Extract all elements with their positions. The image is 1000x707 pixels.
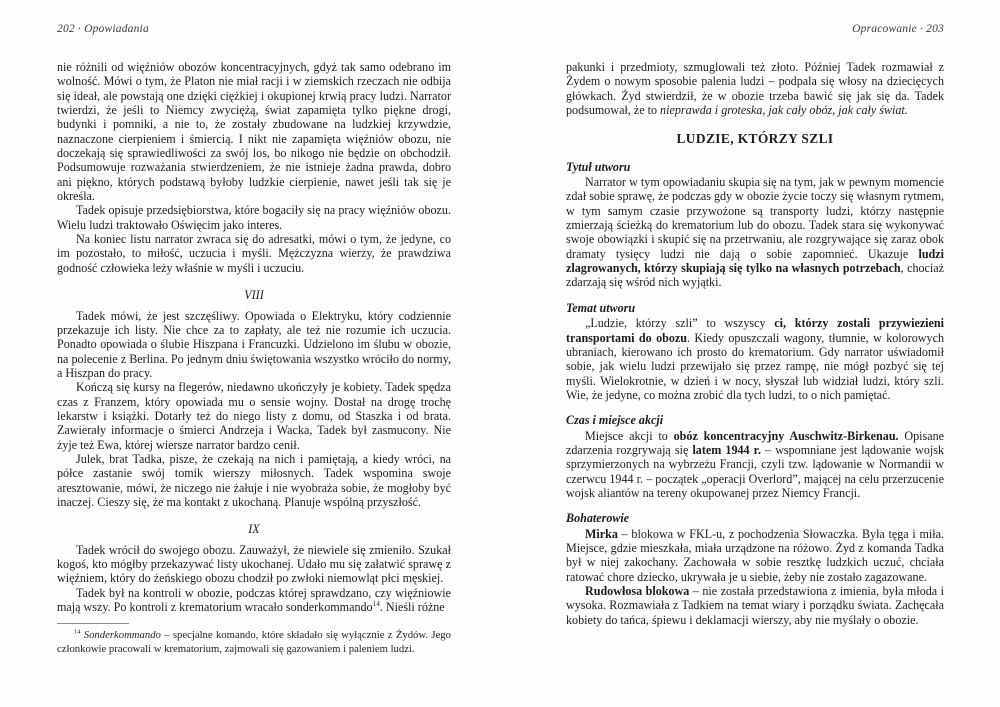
text-run: 14 [74,628,81,636]
chapter-number-heading [57,522,451,536]
paragraph [57,309,451,381]
text-run: Tadek opisuje przedsiębiorstwa, które bogaciły się na pracy więźniów obozu. Wielu ludzi traktowało Oświęcim jako interes. [57,203,451,232]
story-title-heading [566,132,944,146]
text-run: Czas i miejsce akcji [566,413,664,428]
paragraph [566,584,944,627]
text-run: Kończą się kursy na flegerów, niedawno ukończyły je kobiety. Tadek spędza czas z Franzem, który opowiada mu o sensie wojny. Dostał na drogę trochę lekarstw i książki. Dotarły też do niego listy z domu, od Staszka i od brata. Zawierały informacje o śmierci Andrzeja i Wacka, Tadek był zasmucony. Nie żyje też Ewa, której wiersze narrator bardzo cenił. [57,380,451,452]
text-run: Bohaterowie [566,511,630,526]
text-run: IX [248,522,260,537]
running-head-right: Opracowanie · 203 [852,23,944,35]
footnote-text [57,629,451,656]
text-run: . Nieśli różne [379,600,445,615]
right-page [566,0,944,627]
text-run: – blokowa w FKL-u, z pochodzenia Słowaczka. Była tęga i miła. Miejsce, gdzie mieszkała, miała urządzone na różowo. Żyd z komanda Tadka był w niej zakochany. Zachowała w sobie resztkę ludzkich uczuć, chciała ratować chore dziecko, ukrywała je u siebie, żeby nie zostało zagazowane. [566,526,944,584]
paragraph [566,429,944,501]
chapter-number-heading [57,288,451,302]
text-run: – specjalne komando, które składało się wyłącznie z Żydów. Jego członkowie pracowali w krematorium, zajmowali się gazowaniem i paleniem ludzi. [57,629,451,655]
text-run: Tadek mówi, że jest szczęśliwy. Opowiada o Elektryku, który codziennie przekazuje ich listy. Nie chce za to zapłaty, ale też nie rozumie ich uczucia. Ponadto opowiada o ślubie Hiszpana i Francuzki. Udzielono im ślubu w obozie, na polecenie z Berlina. Po jednym dniu świętowania wszystko wróciło do normy, a Hiszpan do pracy. [57,308,451,380]
text-run: Narrator w tym opowiadaniu skupia się na tym, jak w pewnym momencie zdał sobie sprawę, że podczas gdy w obozie życie toczy się własnym rytmem, w tym samym czasie przywożone są transporty ludzi, którzy następnie zmierzają ścieżką do krematorium lub do obozu. Tadek stara się wykonywać swoje obowiązki i skupić się na przetrwaniu, ale rozgrywające się zaraz obok dramaty tysięcy ludzi nie dają o sobie zapomnieć. Ukazuje [566,175,944,261]
text-run: obóz koncentracyjny Auschwitz-Birkenau. [673,428,899,443]
paragraph [566,316,944,402]
text-run: . Kiedy opuszczali wagony, tłumnie, w kolorowych ubraniach, kierowano ich prosto do krematorium. Gdy narrator uświadomił sobie, jak wielu ludzi przewijało się przez rampę, nie mógł pozbyć się tej myśli. Wielokrotnie, w dzień i w nocy, słyszał lub widział ludzi, który szli. Wie, że jedyne, co można zrobić dla tych ludzi, to o nich pamiętać. [566,330,944,402]
section-subheading [566,301,944,315]
paragraph [566,527,944,584]
paragraph [57,543,451,586]
paragraph [57,60,451,203]
text-run: Julek, brat Tadka, pisze, że czekają na nich i pamiętają, a kiedy wróci, na półce zastanie swój tomik wierszy miłosnych. Tadek wspomina swoje aresztowanie, mówi, że niczego nie żałuje i nie wyobraża sobie, że mogłoby być inaczej. Cieszy się, że ma kontakt z ukochaną. Planuje wspólną przyszłość. [57,451,451,509]
text-run: ludzi zlagrowanych, którzy skupiają się tylko na własnych potrzebach [566,246,944,276]
paragraph [57,232,451,275]
text-run: – nie została przedstawiona z imienia, była młoda i wysoka. Rozmawiała z Tadkiem na temat wiary i porządku świata. Zachęcała kobiety do tańca, śpiewu i deklamacji wierszy, aby nie myślały o obozie. [566,584,945,627]
paragraph [566,175,944,290]
text-run: 14 [372,600,380,608]
text-run: Opisane zdarzenia rozgrywają się [566,428,945,457]
text-run: ci, którzy zostali przywiezieni transportami do obozu [566,316,944,345]
text-run: Na koniec listu narrator zwraca się do adresatki, mówi o tym, że jedyne, co im pozostało, to miłość, uczucia i myśli. Mężczyzna wierzy, że prawdziwa godność człowieka leży właśnie w myśli i uczuciu. [57,232,451,275]
text-run: , chociaż zdarzają się wśród nich wyjątki. [566,261,944,290]
section-subheading [566,160,944,174]
text-run: Tadek był na kontroli w obozie, podczas której sprawdzano, czy więźniowie mają wszy. Po kontroli z krematorium wracało sonderkommando [57,585,451,615]
text-run: Miejsce akcji to [585,428,674,443]
left-page [57,0,451,656]
text-run: nieprawda i groteska, jak cały obóz, jak cały świat. [660,103,908,118]
text-run: – wspomniane jest lądowanie wojsk sprzymierzonych na wybrzeżu Francji, czyli tzw. lądowanie w Normandii w czerwcu 1944 r. – początek „operacji Overlord”, mającej na celu przerzucenie wojsk aliantów na tereny okupowanej przez Niemcy Francji. [566,442,944,500]
text-run: VIII [244,288,264,303]
text-run: Tadek wrócił do swojego obozu. Zauważył, że niewiele się zmieniło. Szukał kogoś, kto mógłby przekazywać listy ukochanej. Udało mu się załatwić sprawę z więźniem, który do żeńskiego obozu chodził po zwłoki niemowląt płci męskiej. [57,542,451,586]
text-run: „Ludzie, którzy szli” to wszyscy [585,316,775,331]
paragraph [57,380,451,452]
text-run: latem 1944 r. [692,442,761,457]
running-head-left: 202 · Opowiadania [57,23,149,35]
text-run: nie różnili od więźniów obozów koncentracyjnych, gdyż tak samo odebrano im wolność. Mówi o tym, że Platon nie miał racji i w ziemskich rzeczach nie odbija się ideał, ale powstają one dzięki ciężkiej i okupionej krwią pracy ludzi. Narrator twierdzi, że jeśli to Niemcy zwyciężą, świat zapamięta tylko piękne drogi, budynki i pomniki, a nie to, że zostały zbudowane na ludzkiej krzywdzie, naznaczone cierpieniem i śmiercią. I nikt nie zapamięta więźniów obozu, nie doczekają się sprawiedliwości za swój los, bo nikogo nie będzie on obchodził. Podsumowuje rozważania stwierdzeniem, że nie istnieje żadna prawda, dobro ani piękno, których podstawą byłoby ludzkie cierpienie, nawet jeśli tak się je określa. [57,60,451,204]
left-page-content [57,60,451,656]
paragraph [57,203,451,232]
section-subheading [566,413,944,427]
right-page-content [566,60,944,627]
paragraph [566,60,944,117]
text-run: Tytuł utworu [566,159,631,174]
text-run: Temat utworu [566,300,636,315]
paragraph [57,586,451,615]
text-run: pakunki i przedmioty, szmuglowali też złoto. Później Tadek rozmawiał z Żydem o nowym sposobie palenia ludzi – podpala się włosy na dziecięcych główkach. Żyd stwierdził, że w obozie trzeba bawić się jak się da. Tadek podsumował, że to [566,60,944,118]
section-subheading [566,511,944,525]
text-run: Mirka [585,526,618,541]
text-run: LUDZIE, KTÓRZY SZLI [676,131,834,147]
paragraph [57,452,451,509]
text-run: Rudowłosa blokowa [585,584,690,598]
text-run: Sonderkommando [80,629,161,642]
footnote-rule [57,623,129,624]
